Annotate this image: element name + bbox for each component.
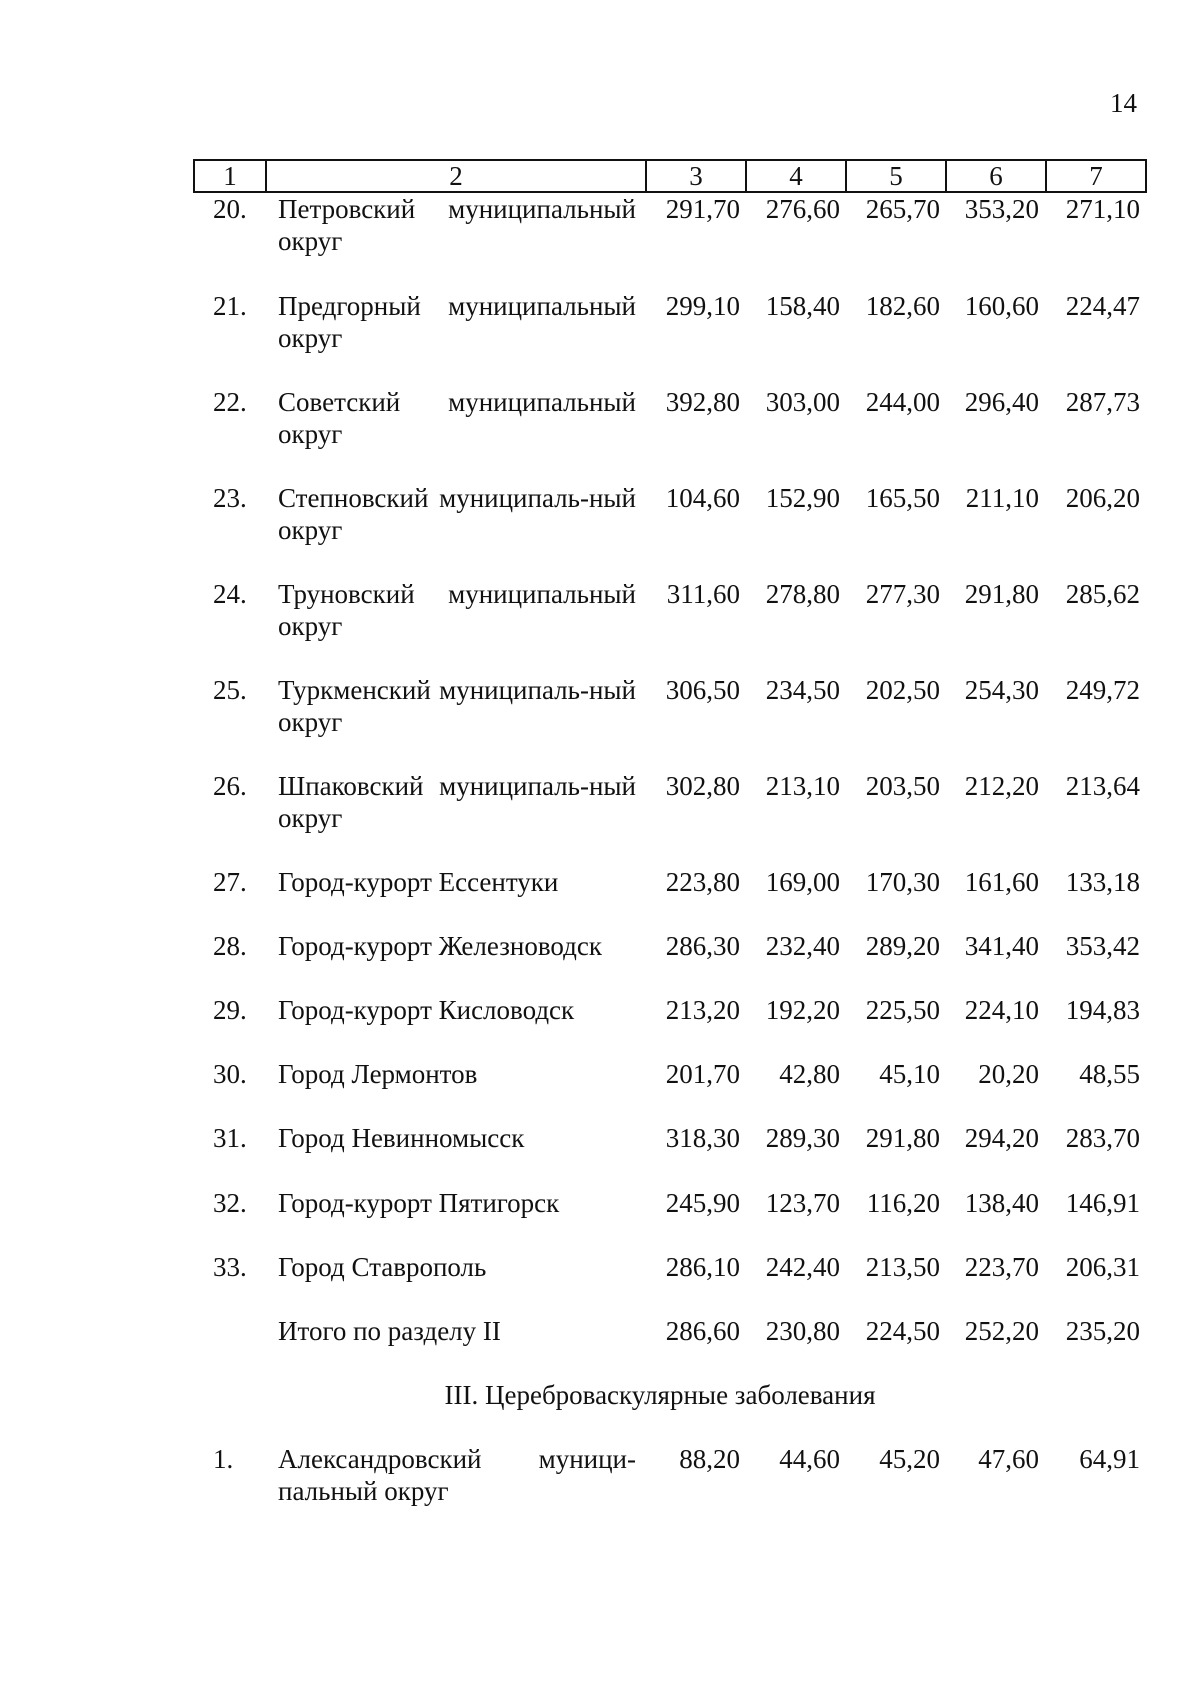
value-col-4: 278,80 <box>765 579 840 609</box>
row-name: Александровский муници-пальный округ <box>278 1444 636 1506</box>
column-header-3: 3 <box>646 160 746 192</box>
row-number: 24. <box>213 579 247 609</box>
value-col-6: 138,40 <box>964 1188 1039 1218</box>
value-col-3: 213,20 <box>665 995 740 1025</box>
row-number: 28. <box>213 931 247 961</box>
value-col-4: 158,40 <box>765 291 840 321</box>
value-col-4: 303,00 <box>765 387 840 417</box>
value-col-5: 202,50 <box>865 675 940 705</box>
row-name: Советский муниципальный округ <box>278 387 636 449</box>
page-number: 14 <box>1110 88 1137 118</box>
column-header-1: 1 <box>194 160 266 192</box>
value-col-5: 116,20 <box>866 1188 940 1218</box>
value-col-3: 223,80 <box>665 867 740 897</box>
value-col-4: 232,40 <box>765 931 840 961</box>
value-col-6: 20,20 <box>978 1059 1039 1089</box>
value-col-7: 146,91 <box>1065 1188 1140 1218</box>
column-header-6: 6 <box>946 160 1046 192</box>
value-col-3: 318,30 <box>665 1123 740 1153</box>
row-number: 29. <box>213 995 247 1025</box>
value-col-5: 213,50 <box>865 1252 940 1282</box>
value-col-4: 276,60 <box>765 194 840 224</box>
value-col-7: 271,10 <box>1065 194 1140 224</box>
value-col-7: 283,70 <box>1065 1123 1140 1153</box>
row-name: Город-курорт Пятигорск <box>278 1188 560 1218</box>
value-col-6: 161,60 <box>964 867 1039 897</box>
row-number: 32. <box>213 1188 247 1218</box>
row-number: 30. <box>213 1059 247 1089</box>
row-name: Туркменский муниципаль-ный округ <box>278 675 636 737</box>
value-col-7: 48,55 <box>1079 1059 1140 1089</box>
value-col-5: 45,20 <box>879 1444 940 1474</box>
value-col-7: 133,18 <box>1065 867 1140 897</box>
value-col-4: 192,20 <box>765 995 840 1025</box>
value-col-5: 225,50 <box>865 995 940 1025</box>
value-col-6: 212,20 <box>964 771 1039 801</box>
column-header-4: 4 <box>746 160 846 192</box>
value-col-4: 44,60 <box>779 1444 840 1474</box>
value-col-7: 64,91 <box>1079 1444 1140 1474</box>
value-col-7: 287,73 <box>1065 387 1140 417</box>
value-col-4: 289,30 <box>765 1123 840 1153</box>
value-col-4: 152,90 <box>765 483 840 513</box>
column-header-2: 2 <box>266 160 646 192</box>
value-col-7: 353,42 <box>1065 931 1140 961</box>
value-col-3: 311,60 <box>666 579 740 609</box>
value-col-6: 223,70 <box>964 1252 1039 1282</box>
value-col-7: 194,83 <box>1065 995 1140 1025</box>
value-col-5: 203,50 <box>865 771 940 801</box>
value-col-6: 254,30 <box>964 675 1039 705</box>
value-col-3: 201,70 <box>665 1059 740 1089</box>
row-number: 27. <box>213 867 247 897</box>
value-col-6: 291,80 <box>964 579 1039 609</box>
value-col-5: 224,50 <box>865 1316 940 1346</box>
value-col-3: 299,10 <box>665 291 740 321</box>
value-col-3: 104,60 <box>665 483 740 513</box>
row-name: Предгорный муниципальный округ <box>278 291 636 353</box>
value-col-7: 224,47 <box>1065 291 1140 321</box>
value-col-6: 224,10 <box>964 995 1039 1025</box>
value-col-6: 353,20 <box>964 194 1039 224</box>
value-col-7: 235,20 <box>1065 1316 1140 1346</box>
row-name: Итого по разделу II <box>278 1316 501 1346</box>
value-col-7: 249,72 <box>1065 675 1140 705</box>
value-col-6: 341,40 <box>964 931 1039 961</box>
column-header-5: 5 <box>846 160 946 192</box>
value-col-6: 296,40 <box>964 387 1039 417</box>
row-name: Город-курорт Ессентуки <box>278 867 559 897</box>
row-number: 22. <box>213 387 247 417</box>
value-col-6: 160,60 <box>964 291 1039 321</box>
row-number: 26. <box>213 771 247 801</box>
value-col-5: 277,30 <box>865 579 940 609</box>
row-name: Город Лермонтов <box>278 1059 478 1089</box>
value-col-4: 123,70 <box>765 1188 840 1218</box>
row-number: 21. <box>213 291 247 321</box>
row-number: 31. <box>213 1123 247 1153</box>
value-col-3: 306,50 <box>665 675 740 705</box>
value-col-5: 265,70 <box>865 194 940 224</box>
value-col-5: 244,00 <box>865 387 940 417</box>
value-col-6: 294,20 <box>964 1123 1039 1153</box>
value-col-3: 286,60 <box>665 1316 740 1346</box>
value-col-6: 211,10 <box>965 483 1039 513</box>
value-col-3: 88,20 <box>679 1444 740 1474</box>
row-name: Петровский муниципальный округ <box>278 194 636 256</box>
row-name: Город-курорт Кисловодск <box>278 995 575 1025</box>
value-col-3: 302,80 <box>665 771 740 801</box>
value-col-7: 285,62 <box>1065 579 1140 609</box>
row-name: Степновский муниципаль-ный округ <box>278 483 636 545</box>
row-number: 1. <box>213 1444 234 1474</box>
row-number: 33. <box>213 1252 247 1282</box>
value-col-3: 245,90 <box>665 1188 740 1218</box>
value-col-3: 291,70 <box>665 194 740 224</box>
value-col-7: 206,20 <box>1065 483 1140 513</box>
value-col-5: 45,10 <box>879 1059 940 1089</box>
value-col-4: 213,10 <box>765 771 840 801</box>
value-col-5: 182,60 <box>865 291 940 321</box>
row-name: Город Ставрополь <box>278 1252 487 1282</box>
value-col-6: 47,60 <box>978 1444 1039 1474</box>
value-col-5: 165,50 <box>865 483 940 513</box>
value-col-5: 170,30 <box>865 867 940 897</box>
value-col-7: 213,64 <box>1065 771 1140 801</box>
value-col-4: 234,50 <box>765 675 840 705</box>
value-col-4: 42,80 <box>779 1059 840 1089</box>
row-number: 20. <box>213 194 247 224</box>
column-header-7: 7 <box>1046 160 1146 192</box>
value-col-4: 169,00 <box>765 867 840 897</box>
row-number: 25. <box>213 675 247 705</box>
value-col-3: 286,30 <box>665 931 740 961</box>
row-name: Труновский муниципальный округ <box>278 579 636 641</box>
value-col-5: 291,80 <box>865 1123 940 1153</box>
value-col-3: 286,10 <box>665 1252 740 1282</box>
value-col-7: 206,31 <box>1065 1252 1140 1282</box>
value-col-3: 392,80 <box>665 387 740 417</box>
value-col-5: 289,20 <box>865 931 940 961</box>
column-header-row <box>194 160 1146 192</box>
row-name: Город-курорт Железноводск <box>278 931 602 961</box>
value-col-4: 230,80 <box>765 1316 840 1346</box>
value-col-6: 252,20 <box>964 1316 1039 1346</box>
row-number: 23. <box>213 483 247 513</box>
section-title: III. Цереброваскулярные заболевания <box>444 1380 876 1410</box>
row-name: Шпаковский муниципаль-ный округ <box>278 771 636 833</box>
column-header-table <box>193 159 1147 193</box>
row-name: Город Невинномысск <box>278 1123 525 1153</box>
value-col-4: 242,40 <box>765 1252 840 1282</box>
